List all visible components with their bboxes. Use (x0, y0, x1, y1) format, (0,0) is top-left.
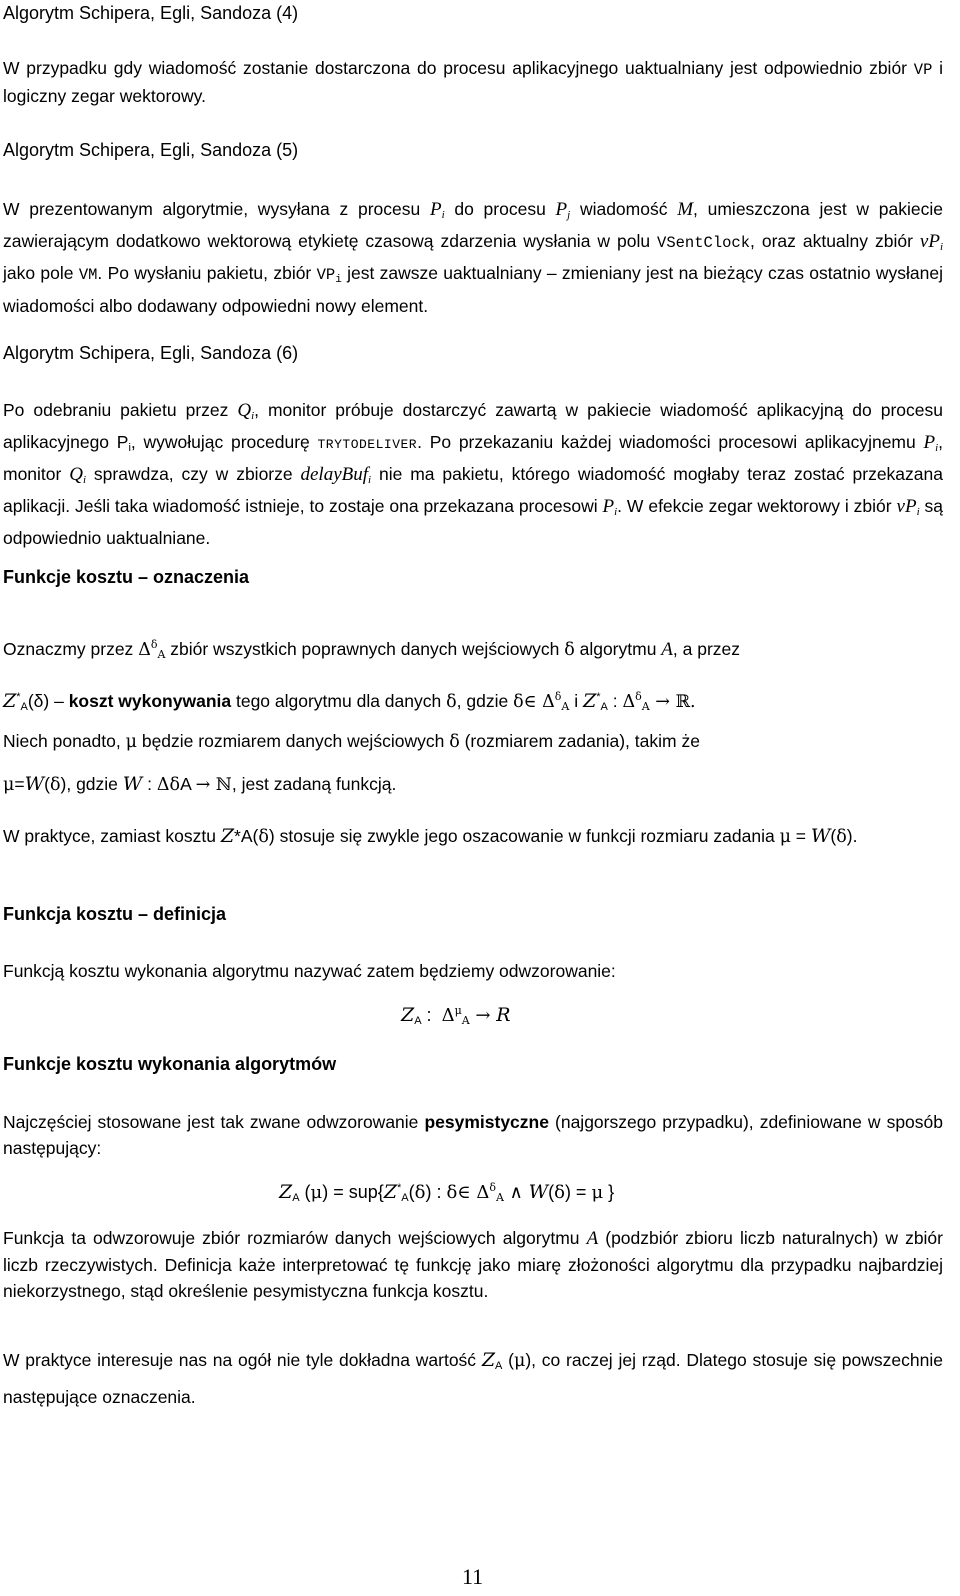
paragraph-s5: W prezentowanym algorytmie, wysyłana z procesu $P_i$ do procesu $P_j$ wiadomość M, umieszczona jest w pakiecie zawierającym dodatkowo wektorową etykietę czasową zdarzenia wysłania w polu VSentClock, oraz aktualny zbiór $vP_i$ jako pole VM. Po wysłaniu pakietu, zbiór $VP_i$ jest zawsze uaktualniany – zmieniany jest na bieżący czas ostatnio wysłanej wiadomości albo dodawany odpowiedni nowy element. (3, 199, 943, 316)
paragraph-pessimistic: Najczęściej stosowane jest tak zwane odwzorowanie pesymistyczne (najgorszego przypadku), zdefiniowane w sposób następujący: (3, 1112, 943, 1158)
section-heading-4: Algorytm Schipera, Egli, Sandoza (4) (3, 3, 299, 23)
paragraph-s4: W przypadku gdy wiadomość zostanie dostarczona do procesu aplikacyjnego uaktualniany jest odpowiednio zbiór VP i logiczny zegar wektorowy. (3, 58, 944, 106)
paragraph-practice: W praktyce, zamiast kosztu Z*A(δ) stosuje się zwykle jego oszacowanie w funkcji rozmiaru zadania μ = W(δ). (3, 825, 858, 847)
paragraph-function-maps: Funkcja ta odwzorowuje zbiór rozmiarów danych wejściowych algorytmu A (podzbiór zbioru liczb naturalnych) w zbiór liczb rzeczywistych. Definicja każe interpretować tę funkcję jako miarę złożoności algorytmu dla przypadku najbardziej niekorzystnego, stąd określenie pesymistyczna funkcja kosztu. (3, 1228, 943, 1301)
section-heading-cost-notation: Funkcje kosztu – oznaczenia (3, 567, 250, 587)
page-number: 11 (462, 1564, 484, 1589)
paragraph-s6: Po odebraniu pakietu przez $Q_i$, monitor próbuje dostarczyć zawartą w pakiecie wiadomość aplikacyjną do procesu aplikacyjnego $P_i$, wywołując procedurę TRYTODELIVER. Po przekazaniu każdej wiadomości procesowi aplikacyjnemu $P_i$, monitor $Q_i$ sprawdza, czy w zbiorze delayBuf$_i$ nie ma pakietu, którego wiadomość mogłaby teraz zostać przekazana aplikacji. Jeśli taka wiadomość istnieje, to zostaje ona przekazana procesowi $P_i$. W efekcie zegar wektorowy i zbiór $vP_i$ są odpowiednio uaktualniane. (3, 400, 944, 548)
formula-cost-mapping: $Z_A$ : $\Delta^\mu_A \to R$ (401, 1004, 511, 1027)
section-heading-cost-definition: Funkcja kosztu – definicja (3, 904, 227, 924)
paragraph-cost-notation: Oznaczmy przez $\Delta^\delta_A$ zbiór wszystkich poprawnych danych wejściowych δ algorytmu A, a przez $Z^*_A(\delta)$ – koszt wykonywania tego algorytmu dla danych δ, gdzie δ∈ $\Delta^\delta_A$ i $Z^*_A$ : $\Delta^\delta_A$ → ℝ. (3, 638, 741, 713)
paragraph-size: Niech ponadto, μ będzie rozmiarem danych wejściowych δ (rozmiarem zadania), takim że μ=W(δ), gdzie W : ΔδA → ℕ, jest zadaną funkcją. (3, 731, 700, 795)
formula-pessimistic: $Z_A$ $(\mu) = sup\{Z^*_A(\delta)$ : δ∈ $\Delta^\delta_A$ ∧ W(δ) = μ } (279, 1181, 615, 1204)
section-heading-6: Algorytm Schipera, Egli, Sandoza (6) (3, 343, 299, 363)
section-heading-cost-functions: Funkcje kosztu wykonania algorytmów (3, 1054, 337, 1074)
paragraph-definition: Funkcją kosztu wykonania algorytmu nazywać zatem będziemy odwzorowanie: (3, 961, 616, 981)
section-heading-5: Algorytm Schipera, Egli, Sandoza (5) (3, 140, 299, 160)
paragraph-practice-order: W praktyce interesuje nas na ogół nie tyle dokładna wartość $Z_A$ (μ), co raczej jej rząd. Dlatego stosuje się powszechnie następujące oznaczenia. (3, 1349, 943, 1407)
